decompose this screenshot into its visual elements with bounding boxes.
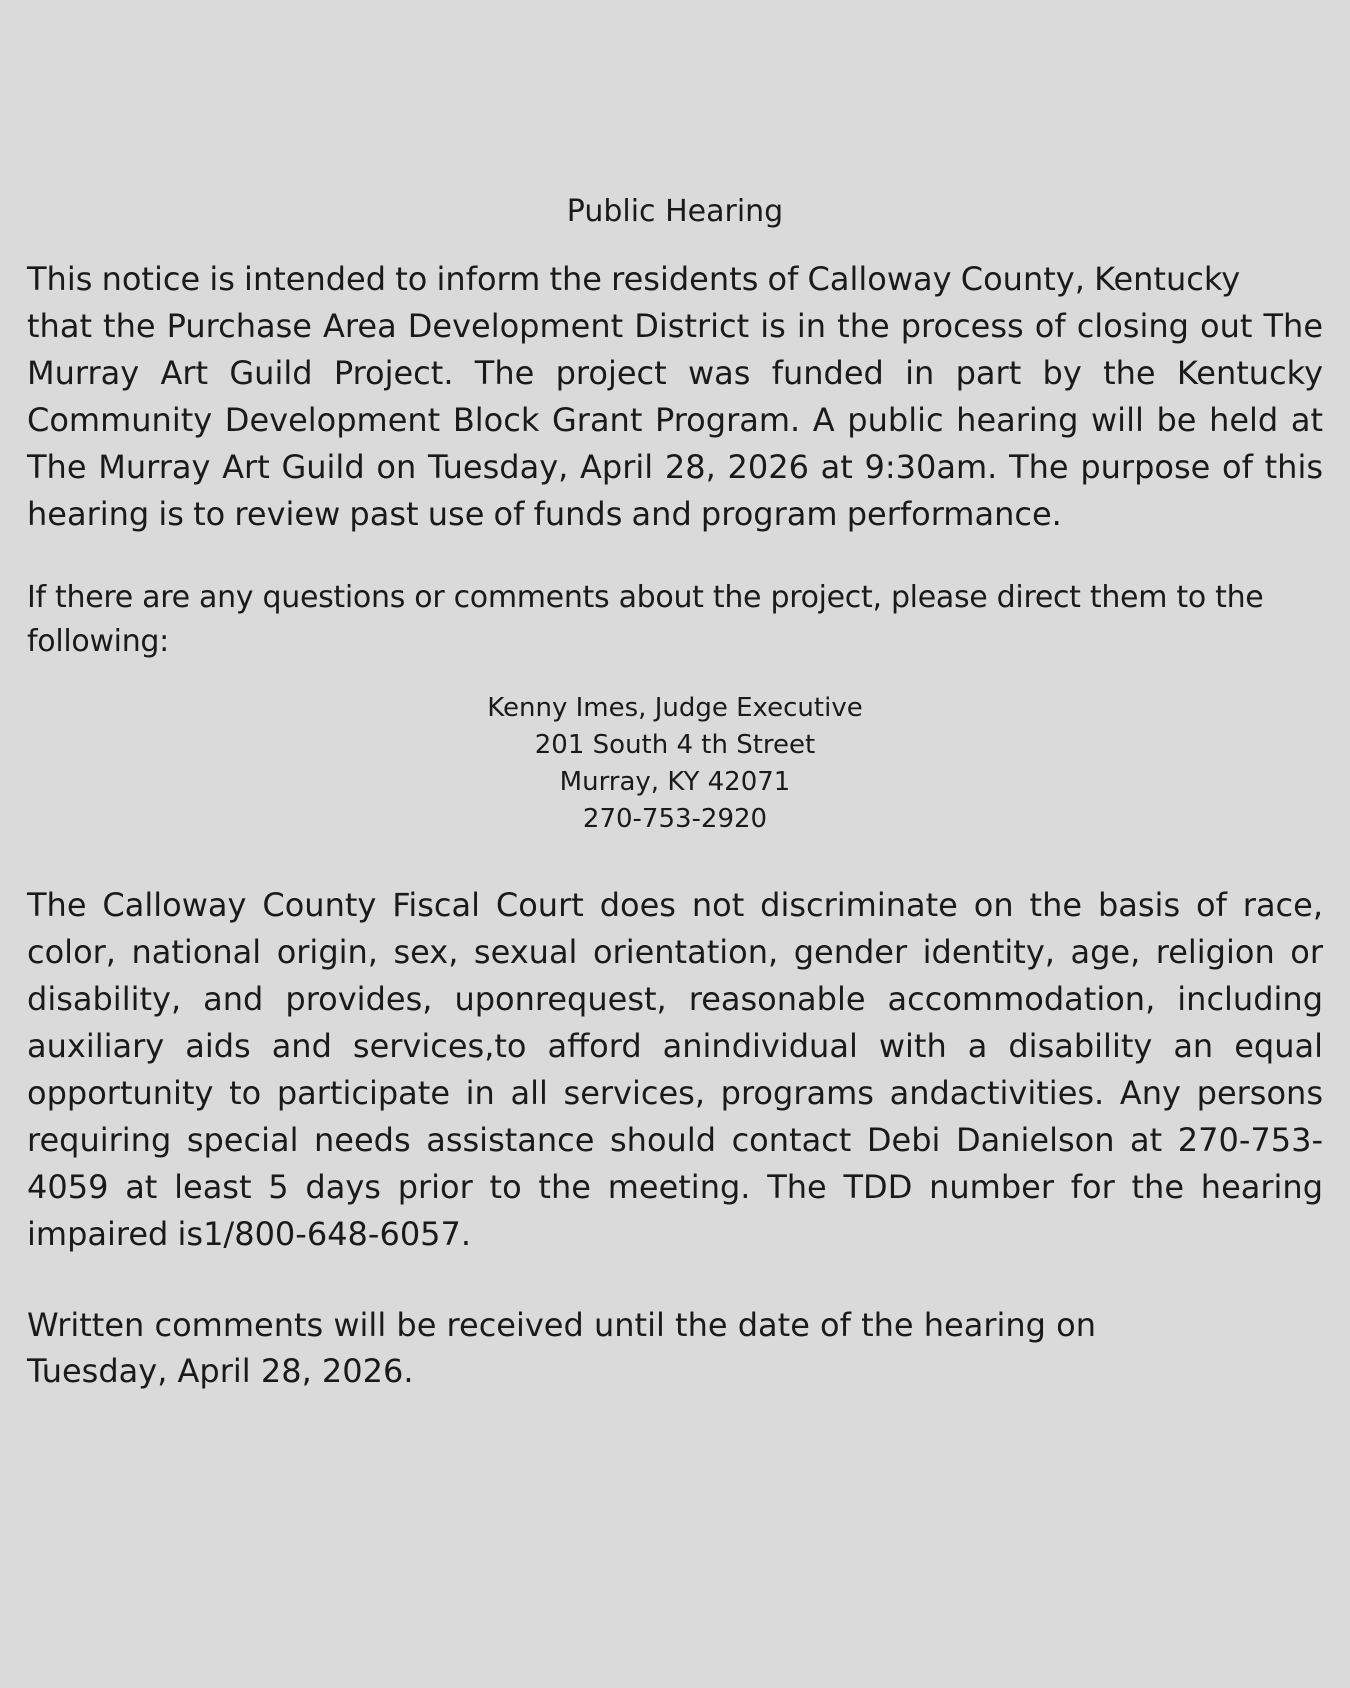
intro-first-line: This notice is intended to inform the residents of Calloway County, Kentucky <box>27 260 1241 298</box>
intro-body: that the Purchase Area Development District is in the process of closing out The Murray Art Guild Project. The project was funded in part by the Kentucky Community Development Block Grant Program. A public hearing will be held at The Murray Art Guild on Tuesday, April 28, 2026 at 9:30am. The purpose of this hearing is to review past use of funds and program performance. <box>27 307 1323 533</box>
contact-street: 201 South 4 th Street <box>534 730 816 760</box>
questions-line: If there are any questions or comments about the project, please direct them to the following: <box>27 580 1264 659</box>
contact-city: Murray, KY 42071 <box>559 767 791 797</box>
intro-paragraph <box>27 256 1323 538</box>
written-comments-line-2: Tuesday, April 28, 2026. <box>27 1352 414 1390</box>
contact-block <box>27 690 1323 838</box>
written-comments-line-1: Written comments will be received until the date of the hearing on <box>27 1306 1096 1344</box>
public-hearing-notice <box>27 190 1323 1394</box>
contact-phone: 270-753-2920 <box>582 804 768 834</box>
notice-title: Public Hearing <box>566 194 784 229</box>
written-comments-paragraph <box>27 1302 1323 1394</box>
nondiscrimination-paragraph: The Calloway County Fiscal Court does not discriminate on the basis of race, color, national origin, sex, sexual orientation, gender identity, age, religion or disability, and provides, uponrequest, reasonable accommodation, including auxiliary aids and services,to afford anindividual with a disability an equal opportunity to participate in all services, programs andactivities. Any persons requiring special needs assistance should contact Debi Danielson at 270-753-4059 at least 5 days prior to the meeting. The TDD number for the hearing impaired is1/800-648-6057. <box>27 886 1323 1253</box>
contact-name: Kenny Imes, Judge Executive <box>487 693 863 723</box>
